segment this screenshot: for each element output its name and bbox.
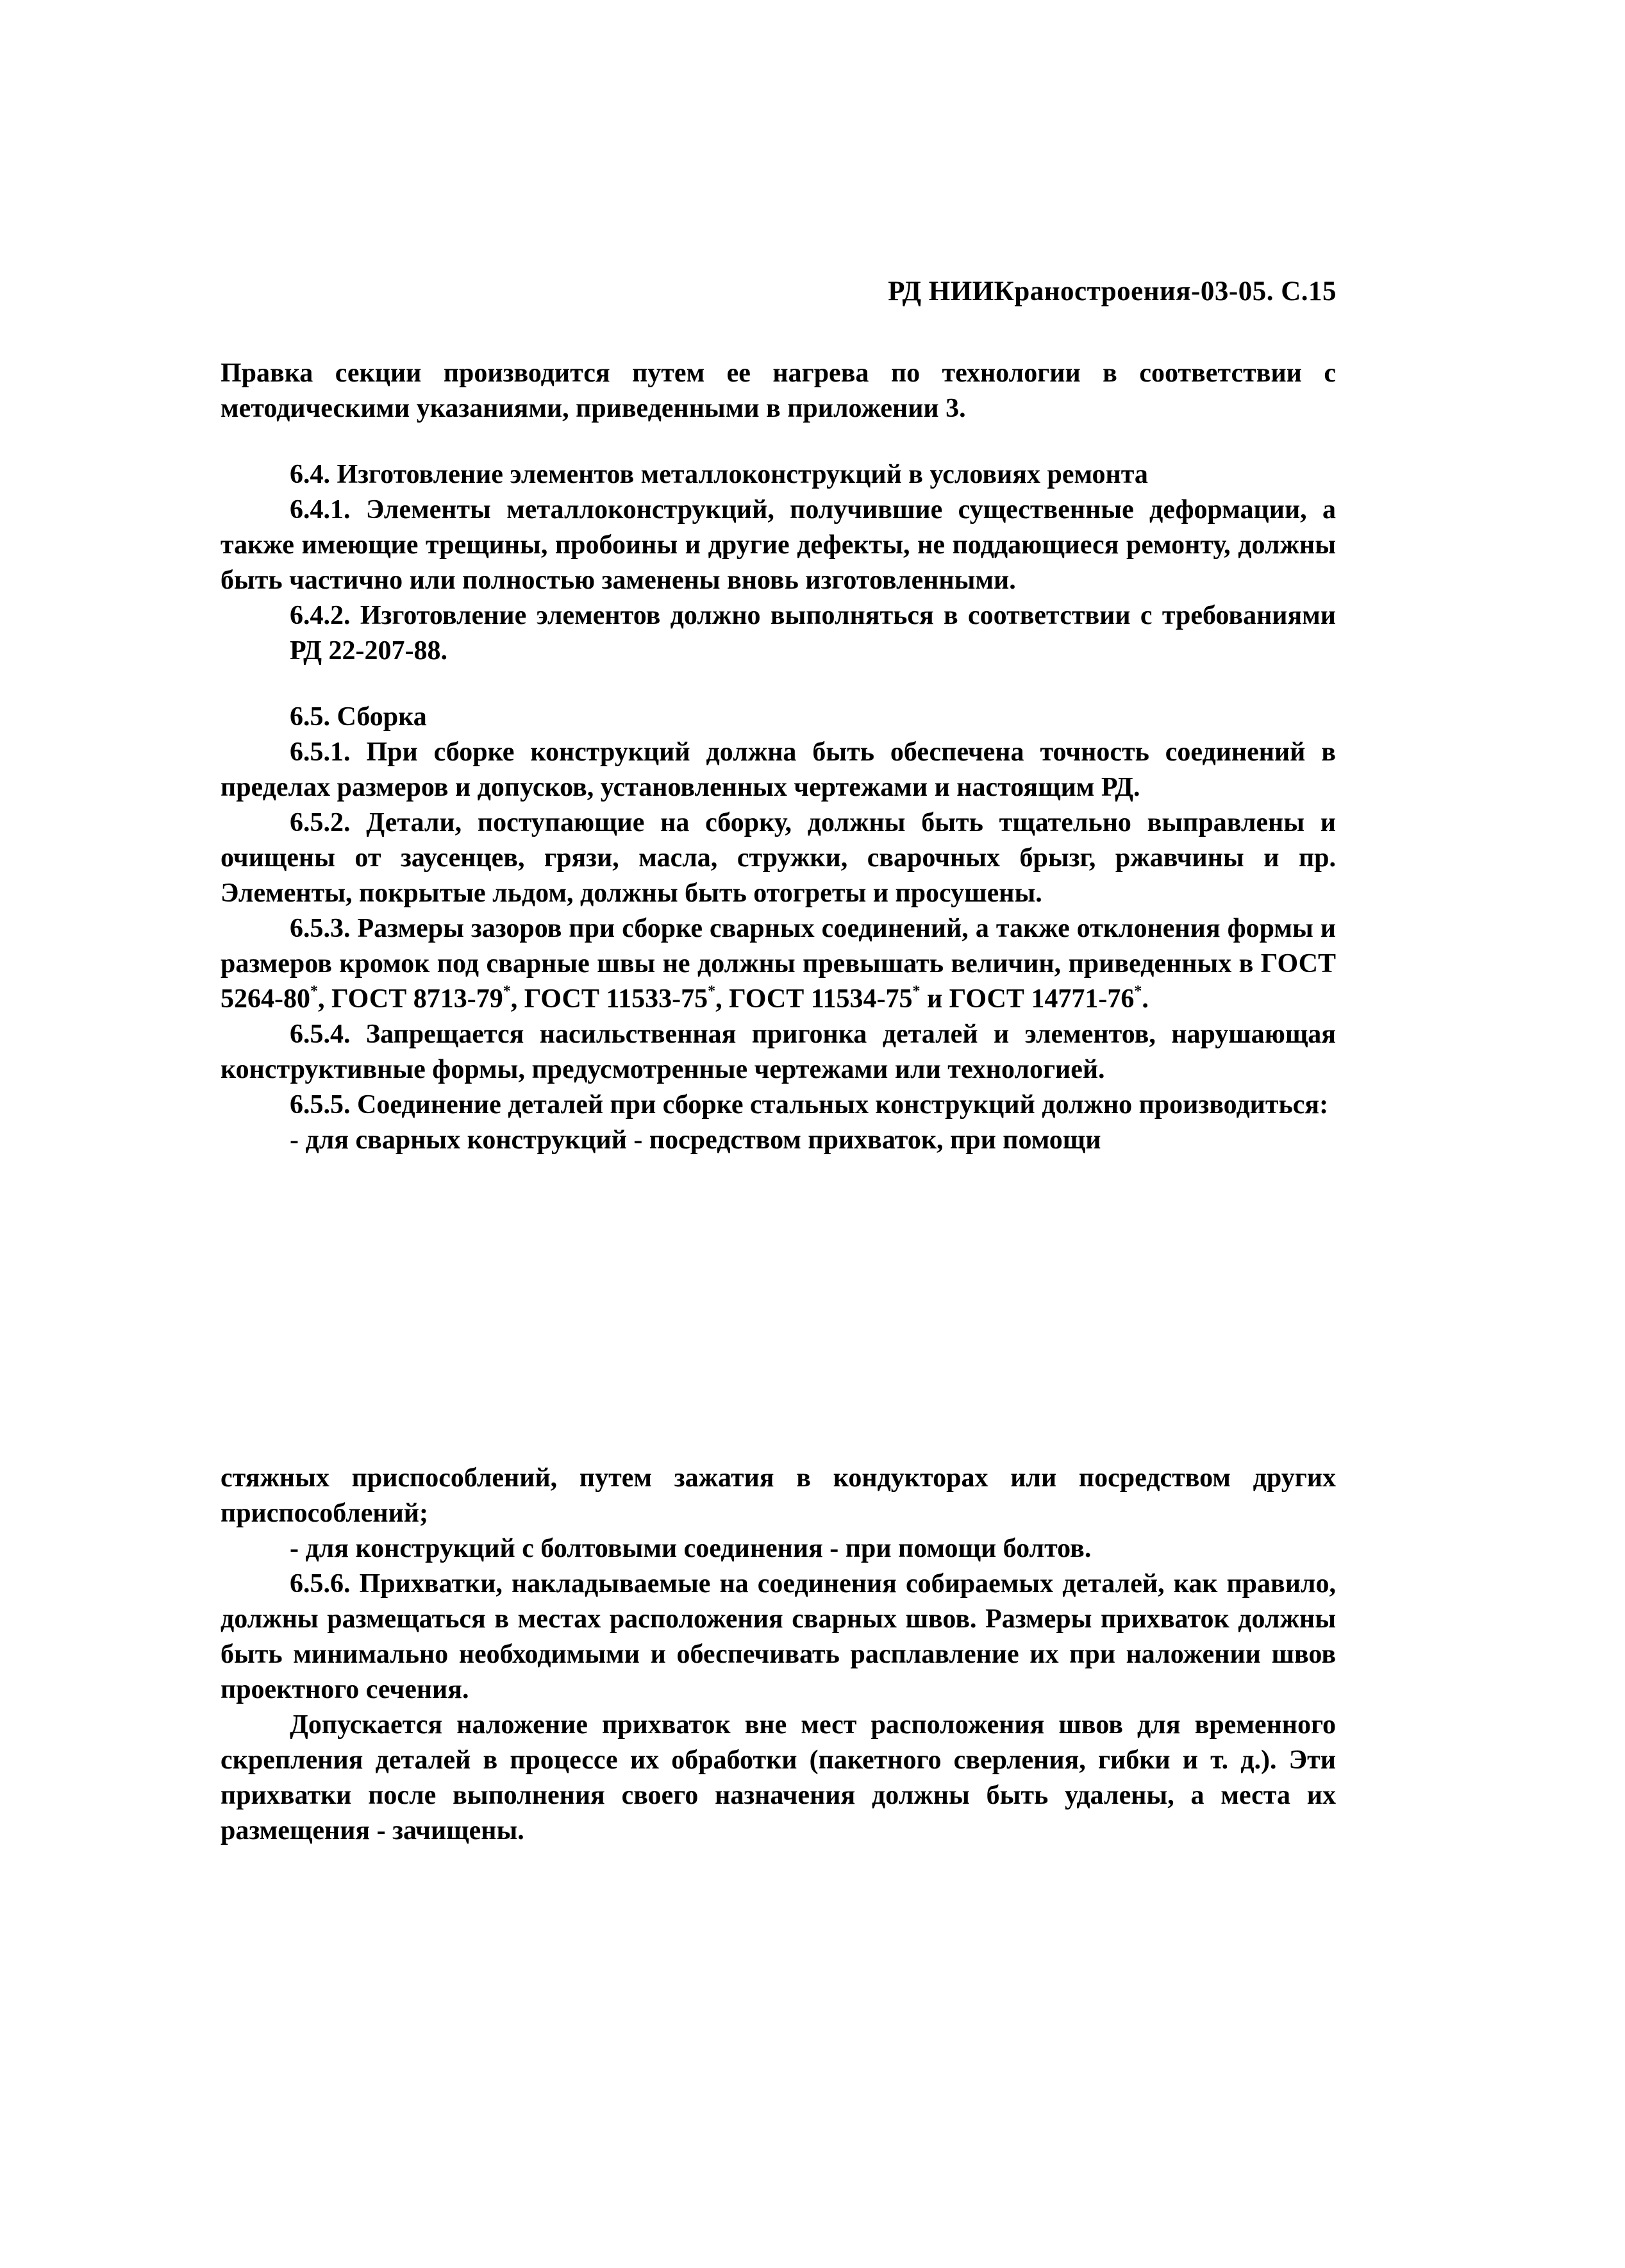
paragraph-6-5-2: 6.5.2. Детали, поступающие на сборку, должны быть тщательно выправлены и очищены от заусенцев, грязи, масла, стружки, сварочных брызг, ржавчины и пр. Элементы, покрытые льдом, должны быть отогреты и просушены. <box>221 808 1336 908</box>
paragraph-6-5-3-text-c: , ГОСТ 11533-75 <box>510 984 708 1014</box>
paragraph-6-5-3-text-d: , ГОСТ 11534-75 <box>715 984 913 1014</box>
paragraph-6-5-1: 6.5.1. При сборке конструкций должна быть обеспечена точность соединений в пределах размеров и допусков, установленных чертежами и настоящим РД. <box>221 737 1336 802</box>
footnote-asterisk: * <box>503 983 511 1000</box>
section-block-2 <box>221 1461 1336 1849</box>
paragraph-6-5-4: 6.5.4. Запрещается насильственная пригонка деталей и элементов, нарушающая конструктивные формы, предусмотренные чертежами или технологией. <box>221 1020 1336 1084</box>
footnote-asterisk: * <box>912 983 921 1000</box>
paragraph-6-5-6-tack-welds: Допускается наложение прихваток вне мест расположения швов для временного скрепления деталей в процессе их обработки (пакетного сверления, гибки и т. д.). Эти прихватки после выполнения своего назначения должны быть удалены, а места их размещения - зачищены. <box>221 1710 1336 1845</box>
section-block-1 <box>221 356 1336 1158</box>
paragraph-6-5-6: 6.5.6. Прихватки, накладываемые на соединения собираемых деталей, как правило, должны размещаться в местах расположения сварных швов. Размеры прихваток должны быть минимально необходимыми и обеспечивать расплавление их при наложении швов проектного сечения. <box>221 1569 1336 1704</box>
paragraph-intro: Правка секции производится путем ее нагрева по технологии в соответствии с методическими указаниями, приведенными в приложении 3. <box>221 358 1336 423</box>
paragraph-6-5-5: 6.5.5. Соединение деталей при сборке стальных конструкций должно производиться: <box>290 1090 1329 1120</box>
paragraph-6-5-3-text-b: , ГОСТ 8713-79 <box>318 984 503 1014</box>
paragraph-6-5-3-text-f: . <box>1142 984 1149 1014</box>
footnote-asterisk: * <box>708 983 716 1000</box>
paragraph-6-4-2: 6.4.2. Изготовление элементов должно выполняться в соответствии с требованиями РД 22-207-88. <box>290 601 1336 666</box>
paragraph-6-5-3-text-e: и ГОСТ 14771-76 <box>920 984 1135 1014</box>
section-heading-6-5: 6.5. Сборка <box>290 702 427 732</box>
running-header: РД НИИКраностроения-03-05. С.15 <box>888 276 1337 307</box>
list-item-welded-continuation: стяжных приспособлений, путем зажатия в кондукторах или посредством других приспособлений; <box>221 1463 1336 1528</box>
paragraph-6-5-3 <box>221 911 1336 1017</box>
footnote-asterisk: * <box>1134 983 1142 1000</box>
list-item-welded: - для сварных конструкций - посредством прихваток, при помощи <box>290 1125 1101 1155</box>
paragraph-6-4-1: 6.4.1. Элементы металлоконструкций, получившие существенные деформации, а также имеющие трещины, пробоины и другие дефекты, не поддающиеся ремонту, должны быть частично или полностью заменены вновь изготовленными. <box>221 495 1336 595</box>
section-heading-6-4: 6.4. Изготовление элементов металлоконструкций в условиях ремонта <box>290 460 1148 489</box>
list-item-bolted: - для конструкций с болтовыми соединения - при помощи болтов. <box>290 1534 1092 1563</box>
paragraph-6-5-3-text-a: 6.5.3. Размеры зазоров при сборке сварных соединений, а также отклонения формы и размеров кромок под сварные швы не должны превышать величин, приведенных в ГОСТ 5264-80 <box>221 914 1336 1014</box>
footnote-asterisk: * <box>310 983 318 1000</box>
